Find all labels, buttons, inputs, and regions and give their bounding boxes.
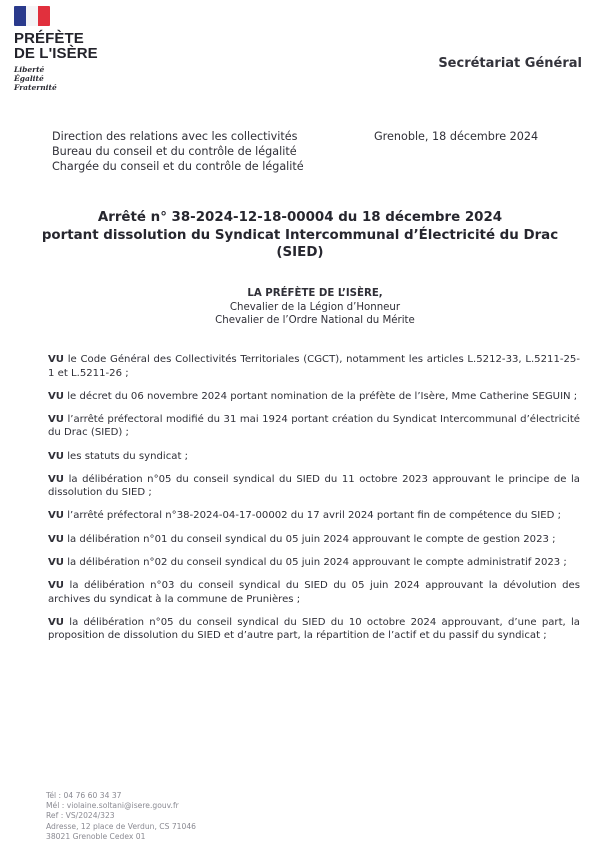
document-date: Grenoble, 18 décembre 2024 — [374, 130, 539, 143]
visa-item: VU la délibération n°01 du conseil syndical du 05 juin 2024 approuvant le compte de gestion 2023 ; — [48, 533, 556, 545]
footer-city: 38021 Grenoble Cedex 01 — [46, 831, 146, 841]
footer-phone: Tél : 04 76 60 34 37 — [46, 791, 122, 800]
contact-footer — [46, 791, 196, 842]
visa-item: VU l’arrêté préfectoral modifié du 31 mai 1924 portant création du Syndicat Intercommunal d’électricité du Drac (SIED) ; — [48, 413, 580, 439]
republic-motto: Liberté Égalité Fraternité — [14, 65, 57, 92]
footer-reference: Ref : VS/2024/323 — [46, 811, 115, 821]
service-block: Direction des relations avec les collectivités Bureau du conseil et du contrôle de légalité Chargée du conseil et du contrôle de légalité — [52, 130, 304, 173]
footer-email: Mél : violaine.soltani@isere.gouv.fr — [46, 801, 179, 811]
prefecture-logo — [14, 6, 114, 92]
visa-item: VU la délibération n°05 du conseil syndical du SIED du 11 octobre 2023 approuvant le principe de la dissolution du SIED ; — [48, 473, 580, 499]
visa-item: VU la délibération n°05 du conseil syndical du SIED du 10 octobre 2024 approuvant, d’une part, la proposition de dissolution du SIED et d’autre part, la répartition de l’actif et du passif du syndicat ; — [48, 616, 580, 642]
visa-item: VU le décret du 06 novembre 2024 portant nomination de la préfète de l’Isère, Mme Catherine SEGUIN ; — [48, 390, 578, 402]
footer-address: Adresse, 12 place de Verdun, CS 71046 — [46, 821, 196, 831]
visas-list — [48, 353, 580, 652]
visa-item: VU l’arrêté préfectoral n°38-2024-04-17-00002 du 17 avril 2024 portant fin de compétence du SIED ; — [48, 510, 561, 522]
decree-title: Arrêté n° 38-2024-12-18-00004 du 18 décembre 2024 portant dissolution du Syndicat Intercommunal d’Électricité du Drac (SIED) — [41, 210, 559, 260]
visa-item: VU la délibération n°02 du conseil syndical du 05 juin 2024 approuvant le compte administratif 2023 ; — [48, 556, 567, 568]
visa-item: VU les statuts du syndicat ; — [48, 450, 189, 462]
visa-item: VU le Code Général des Collectivités Territoriales (CGCT), notamment les articles L.5212-33, L.5211-25-1 et L.5211-26 ; — [48, 354, 580, 379]
visa-item: VU la délibération n°03 du conseil syndical du SIED du 05 juin 2024 approuvant la dévolution des archives du syndicat à la commune de Prunières ; — [48, 580, 580, 605]
french-flag-icon — [14, 6, 50, 26]
prefecture-name: PRÉFÈTE DE L'ISÈRE — [14, 30, 98, 62]
secretariat-heading: Secrétariat Général — [438, 56, 582, 71]
prefect-block: LA PRÉFÈTE DE L’ISÈRE, Chevalier de la Légion d’Honneur Chevalier de l’Ordre National du Mérite — [215, 288, 415, 326]
